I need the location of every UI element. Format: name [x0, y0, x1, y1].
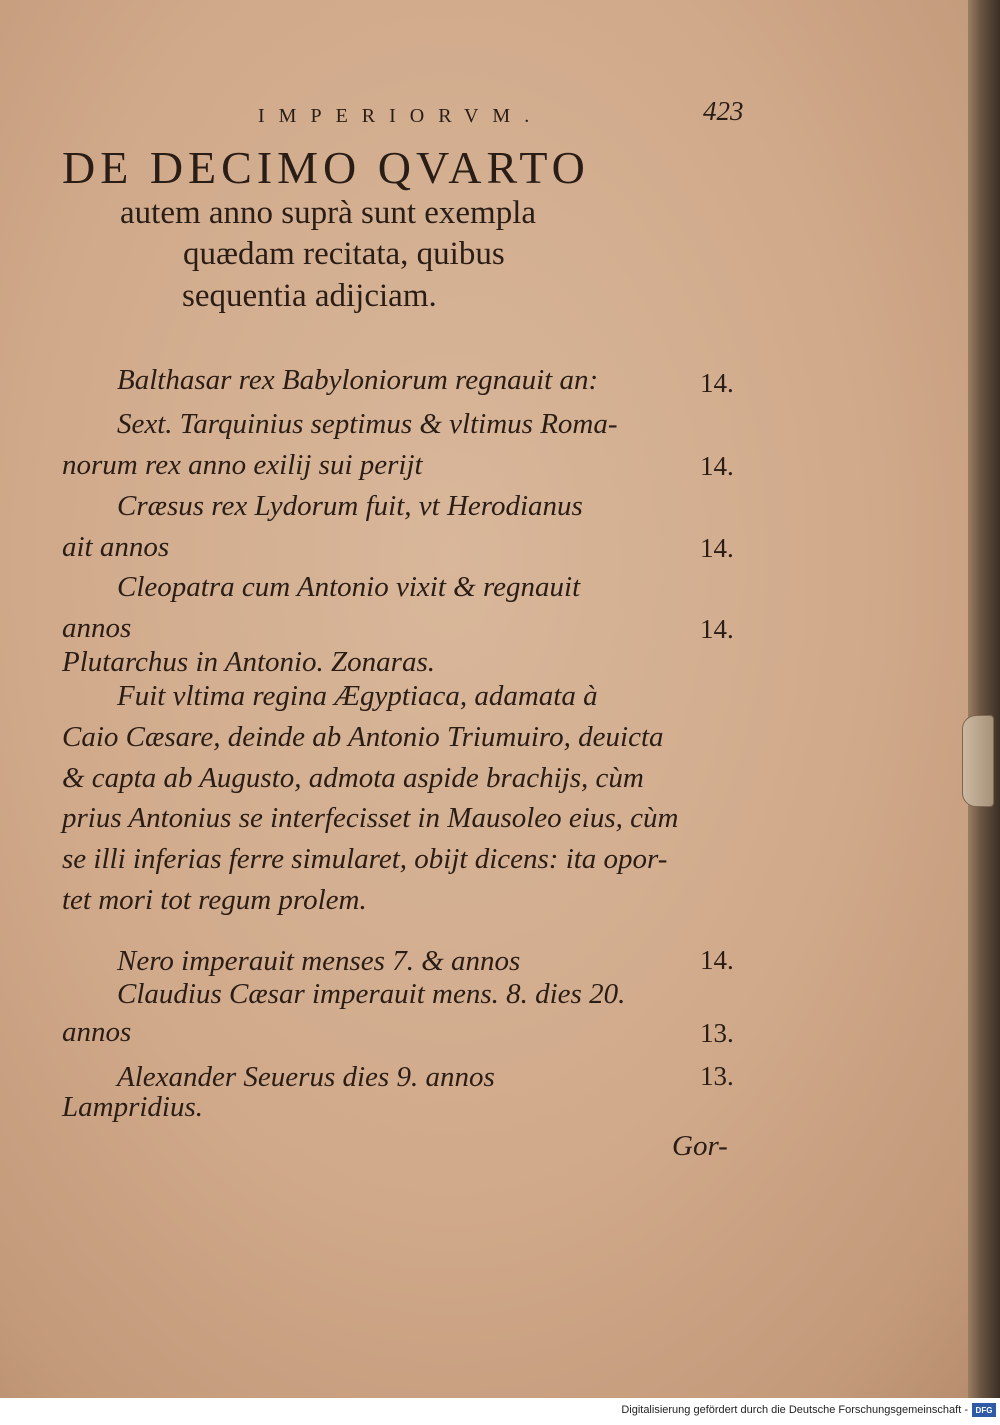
- entry-text: Sext. Tarquinius septimus & vltimus Roma-: [117, 408, 618, 440]
- intro-line: quædam recitata, quibus: [183, 236, 505, 272]
- entry-number: 14.: [700, 451, 734, 481]
- entry-number: 14.: [700, 533, 734, 563]
- entry-text: Lampridius.: [62, 1091, 204, 1123]
- entry-text: Plutarchus in Antonio. Zonaras.: [62, 646, 436, 678]
- entry-text: norum rex anno exilij sui periјt: [62, 449, 423, 481]
- entry-text: Balthasar rex Babyloniorum regnauit an:: [117, 364, 599, 396]
- entry-text: Alexander Seuerus dies 9. annos: [117, 1061, 495, 1093]
- paragraph-line: Fuit vltima regina Ægyptiaca, adamata à: [117, 680, 598, 712]
- paragraph-line: se illi inferias ferre simularet, obijt dicens: ita opor-: [62, 843, 668, 875]
- footer-credit: Digitalisierung gefördert durch die Deutsche Forschungsgemeinschaft -: [621, 1404, 968, 1416]
- entry-number: 14.: [700, 614, 734, 644]
- book-edge: [968, 0, 1000, 1398]
- entry-text: ait annos: [62, 531, 170, 563]
- entry-text: Nero imperauit menses 7. & annos: [117, 945, 521, 977]
- paragraph-line: & capta ab Augusto, admota aspide brachijs, cùm: [62, 762, 644, 794]
- paragraph-line: tet mori tot regum prolem.: [62, 884, 367, 916]
- dfg-logo-icon: DFG: [972, 1403, 996, 1417]
- section-heading: DE DECIMO QVARTO: [62, 142, 590, 193]
- footer-bar: [0, 1398, 1000, 1425]
- entry-text: annos: [62, 1016, 132, 1048]
- intro-line: sequentia adijciam.: [182, 278, 437, 314]
- entry-text: Claudius Cæsar imperauit mens. 8. dies 20.: [117, 978, 626, 1010]
- page-number: 423: [703, 96, 744, 126]
- paragraph-line: prius Antonius se interfecisset in Mausoleo eius, cùm: [62, 802, 679, 834]
- entry-number: 14.: [700, 945, 734, 975]
- entry-text: annos: [62, 612, 132, 644]
- entry-text: Cræsus rex Lydorum fuit, vt Herodianus: [117, 490, 583, 522]
- clasp-tab: [962, 715, 994, 807]
- catchword: Gor-: [672, 1130, 728, 1162]
- paragraph-line: Caio Cæsare, deinde ab Antonio Triumuiro, deuicta: [62, 721, 664, 753]
- running-head: IMPERIORVM.: [258, 105, 544, 127]
- entry-number: 13.: [700, 1018, 734, 1048]
- entry-text: Cleopatra cum Antonio vixit & regnauit: [117, 571, 581, 603]
- entry-number: 14.: [700, 368, 734, 398]
- entry-number: 13.: [700, 1061, 734, 1091]
- intro-line: autem anno suprà sunt exempla: [120, 195, 537, 231]
